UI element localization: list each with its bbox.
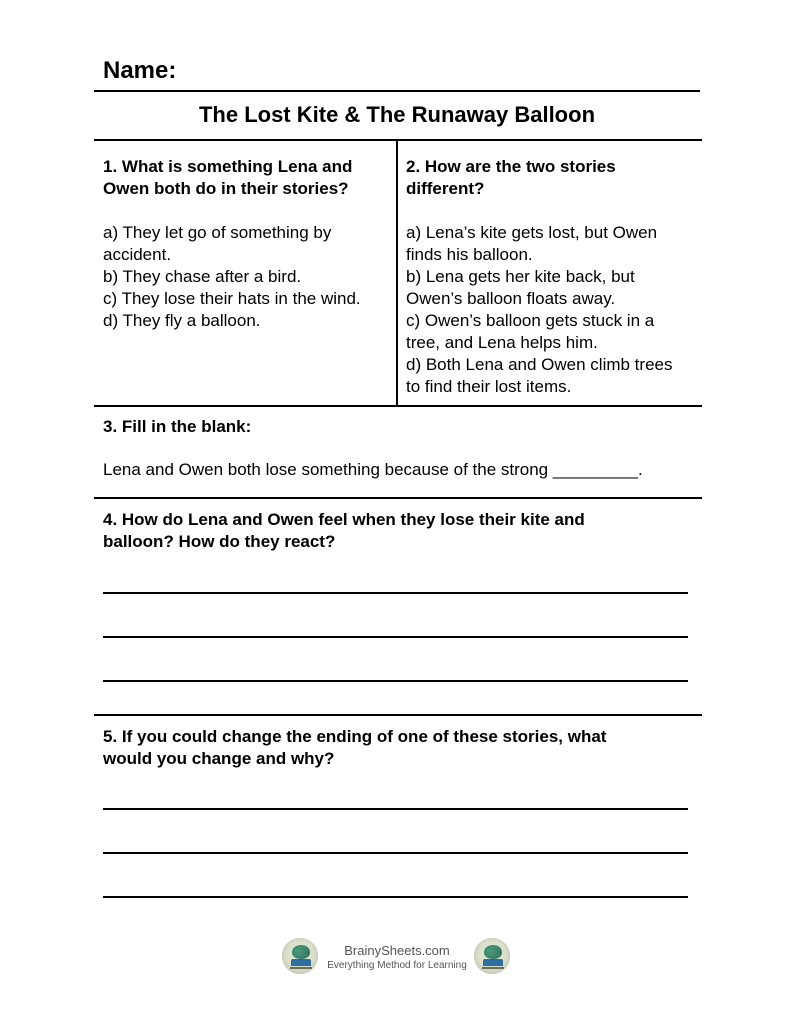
footer-site: BrainySheets.com	[344, 943, 450, 958]
question-3-prompt: 3. Fill in the blank:	[103, 417, 252, 436]
answer-line[interactable]	[103, 896, 688, 898]
question-1-option-line: d) They fly a balloon.	[103, 311, 261, 330]
worksheet-title: The Lost Kite & The Runaway Balloon	[198, 102, 596, 127]
answer-line[interactable]	[103, 852, 688, 854]
question-5-prompt-line-1: 5. If you could change the ending of one of these stories, what	[103, 727, 607, 746]
answer-line[interactable]	[103, 808, 688, 810]
question-4-prompt	[103, 509, 693, 553]
divider-q3	[94, 405, 702, 407]
question-1-option-line: a) They let go of something by	[103, 223, 332, 242]
question-3-sentence: Lena and Owen both lose something because of the strong _________.	[103, 460, 643, 479]
question-1-option-line: c) They lose their hats in the wind.	[103, 289, 361, 308]
divider-title	[94, 139, 702, 141]
answer-line[interactable]	[103, 636, 688, 638]
answer-line[interactable]	[103, 680, 688, 682]
question-4-prompt-line-2: balloon? How do they react?	[103, 532, 336, 551]
divider-top	[94, 90, 700, 92]
question-1-option-line: b) They chase after a bird.	[103, 267, 302, 286]
question-1-prompt-line-2: Owen both do in their stories?	[103, 179, 349, 198]
question-1-prompt-line-1: 1. What is something Lena and	[103, 157, 353, 176]
footer-tagline: Everything Method for Learning	[327, 960, 467, 971]
name-label: Name:	[103, 57, 177, 84]
question-1-prompt	[103, 156, 388, 200]
answer-line[interactable]	[103, 592, 688, 594]
question-2-option-line: finds his balloon.	[406, 245, 533, 264]
question-2-prompt-line-1: 2. How are the two stories	[406, 157, 616, 176]
question-2-options	[406, 222, 698, 398]
question-5-prompt-line-2: would you change and why?	[103, 749, 335, 768]
question-4-prompt-line-1: 4. How do Lena and Owen feel when they lose their kite and	[103, 510, 585, 529]
question-2-option-line: to find their lost items.	[406, 377, 572, 396]
question-2-option-line: b) Lena gets her kite back, but	[406, 267, 635, 286]
question-2-prompt-line-2: different?	[406, 179, 485, 198]
footer	[0, 938, 794, 978]
column-divider	[396, 140, 398, 406]
question-2-option-line: tree, and Lena helps him.	[406, 333, 598, 352]
question-5-prompt	[103, 726, 693, 770]
divider-q4	[94, 497, 702, 499]
divider-q5	[94, 714, 702, 716]
question-2-option-line: d) Both Lena and Owen climb trees	[406, 355, 673, 374]
question-2-prompt	[406, 156, 696, 200]
question-1-options	[103, 222, 393, 332]
question-2-option-line: a) Lena’s kite gets lost, but Owen	[406, 223, 658, 242]
question-2-option-line: c) Owen’s balloon gets stuck in a	[406, 311, 655, 330]
question-1-option-line: accident.	[103, 245, 172, 264]
brand-logo-right	[474, 938, 510, 974]
question-2-option-line: Owen’s balloon floats away.	[406, 289, 616, 308]
